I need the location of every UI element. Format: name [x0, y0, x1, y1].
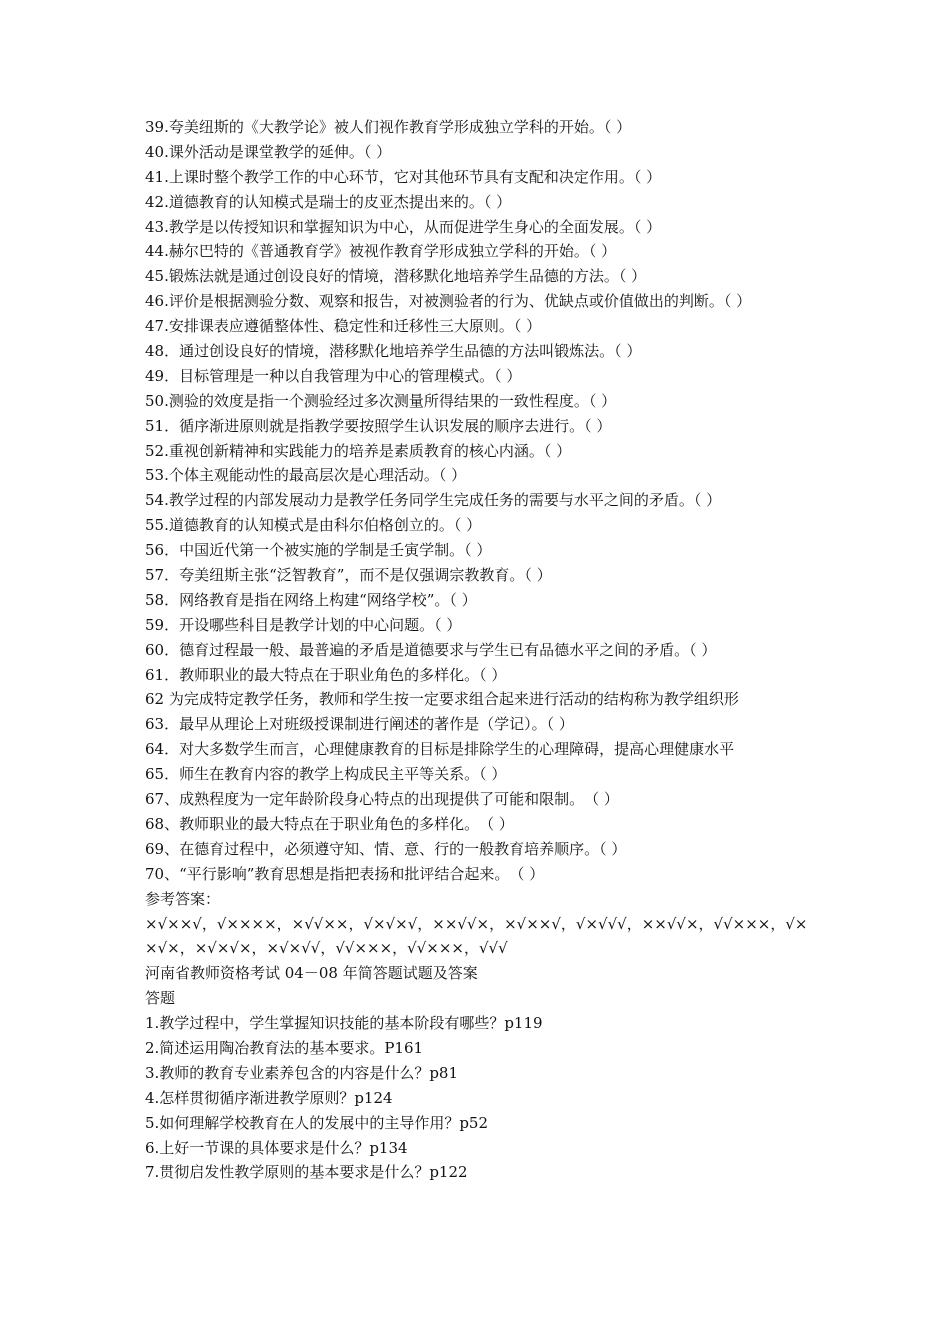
question-51: 51．循序渐进原则就是指教学要按照学生认识发展的顺序去进行。（ ） — [145, 416, 612, 435]
question-65: 65．师生在教育内容的教学上构成民主平等关系。（ ） — [145, 765, 507, 784]
question-45: 45.锻炼法就是通过创设良好的情境，潜移默化地培养学生品德的方法。（ ） — [145, 267, 647, 286]
short-answer-question-6: 6.上好一节课的具体要求是什么？p134 — [145, 1138, 408, 1157]
question-52: 52.重视创新精神和实践能力的培养是素质教育的核心内涵。（ ） — [145, 441, 572, 460]
question-67: 67、成熟程度为一定年龄阶段身心特点的出现提供了可能和限制。 （ ） — [145, 790, 619, 809]
question-69: 69、在德育过程中，必须遵守知、情、意、行的一般教育培养顺序。（ ） — [145, 839, 627, 858]
question-44: 44.赫尔巴特的《普通教育学》被视作教育学形成独立学科的开始。（ ） — [145, 242, 617, 261]
question-53: 53.个体主观能动性的最高层次是心理活动。（ ） — [145, 466, 467, 485]
question-46: 46.评价是根据测验分数、观察和报告，对被测验者的行为、优缺点或价值做出的判断。（ ） — [145, 292, 752, 311]
answer-key: ×√××√，√××××，×√√××，√×√×√，××√√×，×√××√，√×√√√，××√√×，√√×××，√××√×，×√×√×，×√×√√，√√×××，√√×××，√√√ — [145, 914, 808, 958]
question-47: 47.安排课表应遵循整体性、稳定性和迁移性三大原则。（ ） — [145, 317, 542, 336]
question-43: 43.教学是以传授知识和掌握知识为中心，从而促进学生身心的全面发展。（ ） — [145, 217, 662, 236]
true-false-question-list — [145, 115, 825, 887]
answers-label: 参考答案： — [145, 889, 221, 908]
question-48: 48．通过创设良好的情境，潜移默化地培养学生品德的方法叫锻炼法。（ ） — [145, 342, 642, 361]
question-59: 59．开设哪些科目是教学计划的中心问题。（ ） — [145, 615, 462, 634]
question-62: 62 为完成特定教学任务，教师和学生按一定要求组合起来进行活动的结构称为教学组织形 — [145, 690, 739, 709]
question-68: 68、教师职业的最大特点在于职业角色的多样化。 （ ） — [145, 814, 514, 833]
question-40: 40.课外活动是课堂教学的延伸。（ ） — [145, 142, 392, 161]
question-56: 56．中国近代第一个被实施的学制是壬寅学制。（ ） — [145, 541, 492, 560]
question-57: 57．夸美纽斯主张“泛智教育”，而不是仅强调宗教教育。（ ） — [145, 566, 552, 585]
question-39: 39.夸美纽斯的《大教学论》被人们视作教育学形成独立学科的开始。（ ） — [145, 118, 632, 136]
short-answer-question-list — [145, 1011, 825, 1185]
question-49: 49．目标管理是一种以自我管理为中心的管理模式。（ ） — [145, 366, 522, 385]
question-54: 54.教学过程的内部发展动力是教学任务同学生完成任务的需要与水平之间的矛盾。（ ） — [145, 491, 722, 510]
short-answer-question-2: 2.简述运用陶冶教育法的基本要求。P161 — [145, 1038, 424, 1057]
short-answer-question-5: 5.如何理解学校教育在人的发展中的主导作用？p52 — [145, 1113, 489, 1132]
question-60: 60．德育过程最一般、最普遍的矛盾是道德要求与学生已有品德水平之间的矛盾。（ ） — [145, 640, 717, 659]
section-subtitle: 答题 — [145, 989, 176, 1008]
question-55: 55.道德教育的认知模式是由科尔伯格创立的。（ ） — [145, 516, 482, 535]
question-61: 61．教师职业的最大特点在于职业角色的多样化。（ ） — [145, 665, 507, 684]
section-title: 河南省教师资格考试 04－08 年简答题试题及答案 — [145, 964, 478, 983]
question-63: 63．最早从理论上对班级授课制进行阐述的著作是（学记）。（ ） — [145, 715, 574, 734]
short-answer-question-3: 3.教师的教育专业素养包含的内容是什么？p81 — [145, 1063, 459, 1082]
short-answer-question-4: 4.怎样贯彻循序渐进教学原则？p124 — [145, 1088, 393, 1107]
question-64: 64．对大多数学生而言，心理健康教育的目标是排除学生的心理障碍，提高心理健康水平 — [145, 740, 735, 759]
question-50: 50.测验的效度是指一个测验经过多次测量所得结果的一致性程度。（ ） — [145, 391, 617, 410]
question-70: 70、“平行影响”教育思想是指把表扬和批评结合起来。 （ ） — [145, 864, 545, 883]
short-answer-question-7: 7.贯彻启发性教学原则的基本要求是什么？p122 — [145, 1163, 468, 1182]
document-content — [145, 115, 825, 1185]
question-58: 58．网络教育是指在网络上构建“网络学校”。（ ） — [145, 590, 477, 609]
question-42: 42.道德教育的认知模式是瑞士的皮亚杰提出来的。（ ） — [145, 192, 512, 211]
question-41: 41.上课时整个教学工作的中心环节，它对其他环节具有支配和决定作用。（ ） — [145, 167, 662, 186]
short-answer-question-1: 1.教学过程中，学生掌握知识技能的基本阶段有哪些？p119 — [145, 1014, 543, 1033]
